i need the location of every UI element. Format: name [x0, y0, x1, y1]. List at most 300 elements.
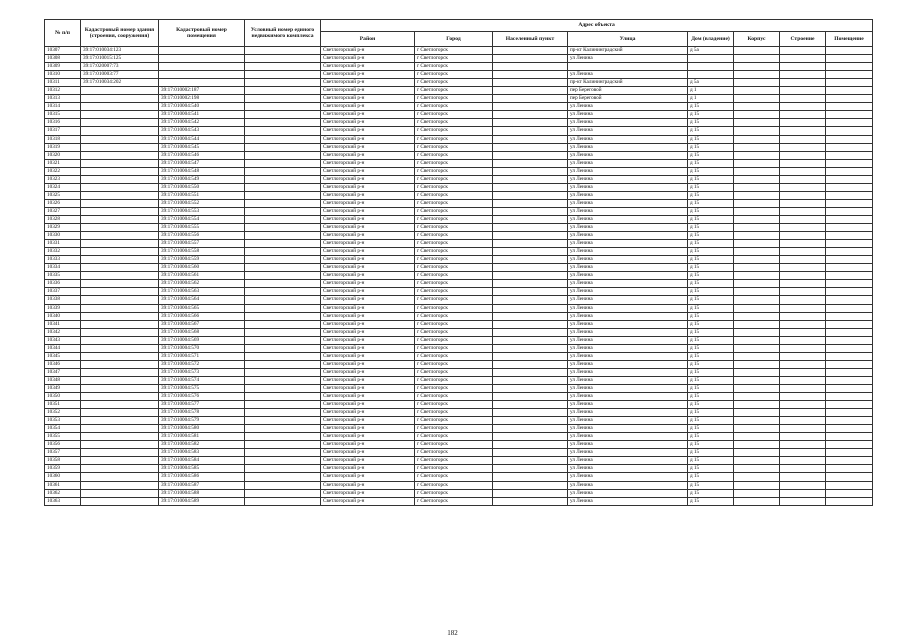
cell-cad-building — [81, 95, 159, 103]
cell-row-num: 10356 — [45, 441, 81, 449]
cell-house: д 15 — [688, 272, 734, 280]
cell-korpus — [734, 465, 780, 473]
cell-korpus — [734, 63, 780, 71]
table-row — [45, 441, 873, 449]
cell-settlement — [493, 264, 568, 272]
cell-row-num: 10331 — [45, 240, 81, 248]
cell-settlement — [493, 409, 568, 417]
cell-cond-number — [245, 207, 321, 215]
cell-room — [826, 240, 873, 248]
cell-district: Светлогорский р-н — [321, 71, 415, 79]
cell-korpus — [734, 55, 780, 63]
cell-row-num: 10336 — [45, 280, 81, 288]
cell-house: д 5а — [688, 47, 734, 55]
cell-street: ул Ленина — [568, 401, 688, 409]
cell-settlement — [493, 352, 568, 360]
cell-cad-room: 39:17:010004:567 — [159, 320, 245, 328]
cell-cad-building — [81, 376, 159, 384]
cell-korpus — [734, 497, 780, 505]
table-row — [45, 127, 873, 135]
cell-cad-building — [81, 320, 159, 328]
cell-city: г Светлогорск — [415, 352, 493, 360]
cell-district: Светлогорский р-н — [321, 481, 415, 489]
header-room: Помещение — [826, 32, 873, 47]
cell-row-num: 10341 — [45, 320, 81, 328]
cell-cad-room: 39:17:010004:555 — [159, 224, 245, 232]
table-row — [45, 248, 873, 256]
cell-korpus — [734, 111, 780, 119]
cell-cond-number — [245, 409, 321, 417]
cell-city: г Светлогорск — [415, 368, 493, 376]
cell-district: Светлогорский р-н — [321, 224, 415, 232]
cell-row-num: 10318 — [45, 135, 81, 143]
cell-korpus — [734, 489, 780, 497]
cell-cad-building — [81, 280, 159, 288]
table-row — [45, 240, 873, 248]
cell-room — [826, 328, 873, 336]
cell-city: г Светлогорск — [415, 167, 493, 175]
table-row — [45, 336, 873, 344]
cell-city: г Светлогорск — [415, 95, 493, 103]
cell-cond-number — [245, 425, 321, 433]
cell-stroenie — [780, 457, 826, 465]
cell-settlement — [493, 71, 568, 79]
cell-district: Светлогорский р-н — [321, 280, 415, 288]
cell-house: д 1 — [688, 87, 734, 95]
cell-house: д 15 — [688, 481, 734, 489]
table-row — [45, 304, 873, 312]
cell-room — [826, 87, 873, 95]
cell-cad-building — [81, 344, 159, 352]
cell-street: ул Ленина — [568, 344, 688, 352]
cell-street: пр-кт Калининградский — [568, 79, 688, 87]
cell-cond-number — [245, 47, 321, 55]
cell-district: Светлогорский р-н — [321, 256, 415, 264]
cell-cond-number — [245, 328, 321, 336]
cell-korpus — [734, 481, 780, 489]
cell-korpus — [734, 384, 780, 392]
cell-settlement — [493, 425, 568, 433]
cell-house: д 15 — [688, 135, 734, 143]
cell-row-num: 10315 — [45, 111, 81, 119]
cell-cad-room — [159, 79, 245, 87]
cell-row-num: 10339 — [45, 304, 81, 312]
cell-settlement — [493, 368, 568, 376]
cell-house: д 15 — [688, 425, 734, 433]
cell-room — [826, 457, 873, 465]
table-row — [45, 111, 873, 119]
cell-cad-building — [81, 360, 159, 368]
cell-settlement — [493, 344, 568, 352]
cell-row-num: 10317 — [45, 127, 81, 135]
cell-cad-room: 39:17:010004:579 — [159, 417, 245, 425]
cell-cad-room: 39:17:010004:584 — [159, 457, 245, 465]
cell-house: д 15 — [688, 119, 734, 127]
cell-cond-number — [245, 473, 321, 481]
cell-city: г Светлогорск — [415, 489, 493, 497]
cell-stroenie — [780, 441, 826, 449]
cell-korpus — [734, 457, 780, 465]
cell-cond-number — [245, 143, 321, 151]
cell-row-num: 10351 — [45, 401, 81, 409]
cell-street: ул Ленина — [568, 232, 688, 240]
cell-city: г Светлогорск — [415, 256, 493, 264]
cell-house — [688, 71, 734, 79]
cell-cond-number — [245, 240, 321, 248]
cell-room — [826, 368, 873, 376]
table-row — [45, 55, 873, 63]
cell-stroenie — [780, 47, 826, 55]
table-row — [45, 119, 873, 127]
cell-korpus — [734, 103, 780, 111]
cell-cad-building — [81, 497, 159, 505]
cell-row-num: 10307 — [45, 47, 81, 55]
cell-room — [826, 296, 873, 304]
cell-street: ул Ленина — [568, 191, 688, 199]
cell-cad-room: 39:17:010004:581 — [159, 433, 245, 441]
cell-house: д 15 — [688, 473, 734, 481]
cell-settlement — [493, 79, 568, 87]
cell-stroenie — [780, 199, 826, 207]
cell-cond-number — [245, 489, 321, 497]
cell-cond-number — [245, 175, 321, 183]
cell-cad-building — [81, 240, 159, 248]
cell-stroenie — [780, 368, 826, 376]
cell-house: д 15 — [688, 320, 734, 328]
header-house: Дом (владение) — [688, 32, 734, 47]
cell-cad-room: 39:17:010004:551 — [159, 191, 245, 199]
cell-stroenie — [780, 489, 826, 497]
cell-settlement — [493, 473, 568, 481]
cell-cad-room: 39:17:010004:571 — [159, 352, 245, 360]
cell-district: Светлогорский р-н — [321, 167, 415, 175]
cell-house: д 15 — [688, 441, 734, 449]
cell-cad-room: 39:17:010004:558 — [159, 248, 245, 256]
cell-street: ул Ленина — [568, 119, 688, 127]
table-row — [45, 425, 873, 433]
cell-house: д 15 — [688, 111, 734, 119]
table-row — [45, 47, 873, 55]
cell-row-num: 10357 — [45, 449, 81, 457]
cell-cond-number — [245, 159, 321, 167]
cell-city: г Светлогорск — [415, 393, 493, 401]
table-row — [45, 409, 873, 417]
cell-district: Светлогорский р-н — [321, 465, 415, 473]
cell-cond-number — [245, 304, 321, 312]
cell-cond-number — [245, 55, 321, 63]
cell-cond-number — [245, 336, 321, 344]
cell-street: пр-кт Калининградский — [568, 47, 688, 55]
cell-row-num: 10312 — [45, 87, 81, 95]
cell-stroenie — [780, 497, 826, 505]
header-district: Район — [321, 32, 415, 47]
cell-house: д 15 — [688, 336, 734, 344]
cell-row-num: 10340 — [45, 312, 81, 320]
cell-korpus — [734, 87, 780, 95]
cell-row-num: 10347 — [45, 368, 81, 376]
table-row — [45, 143, 873, 151]
table-row — [45, 215, 873, 223]
cell-city: г Светлогорск — [415, 272, 493, 280]
cell-settlement — [493, 119, 568, 127]
cell-house: д 15 — [688, 312, 734, 320]
cell-row-num: 10361 — [45, 481, 81, 489]
cell-cad-building: 39:17:010034:123 — [81, 47, 159, 55]
cell-city: г Светлогорск — [415, 328, 493, 336]
cell-settlement — [493, 272, 568, 280]
header-settlement: Населенный пункт — [493, 32, 568, 47]
cell-house: д 15 — [688, 393, 734, 401]
cell-stroenie — [780, 103, 826, 111]
cell-stroenie — [780, 256, 826, 264]
cell-cad-room: 39:17:010004:541 — [159, 111, 245, 119]
cell-street: ул Ленина — [568, 489, 688, 497]
table-row — [45, 288, 873, 296]
cell-row-num: 10344 — [45, 344, 81, 352]
cell-street: ул Ленина — [568, 215, 688, 223]
cell-street: ул Ленина — [568, 127, 688, 135]
cell-city: г Светлогорск — [415, 320, 493, 328]
cell-room — [826, 183, 873, 191]
cell-row-num: 10310 — [45, 71, 81, 79]
cell-cad-building — [81, 465, 159, 473]
cell-room — [826, 360, 873, 368]
cell-korpus — [734, 360, 780, 368]
cell-street: ул Ленина — [568, 409, 688, 417]
table-row — [45, 296, 873, 304]
cell-cad-room: 39:17:010004:570 — [159, 344, 245, 352]
cell-stroenie — [780, 272, 826, 280]
cell-korpus — [734, 167, 780, 175]
cell-cond-number — [245, 215, 321, 223]
cell-korpus — [734, 232, 780, 240]
cell-district: Светлогорский р-н — [321, 336, 415, 344]
cell-cond-number — [245, 71, 321, 79]
cell-cond-number — [245, 191, 321, 199]
cell-city: г Светлогорск — [415, 183, 493, 191]
cell-room — [826, 280, 873, 288]
table-row — [45, 183, 873, 191]
cell-street: ул Ленина — [568, 224, 688, 232]
cell-stroenie — [780, 481, 826, 489]
cell-cad-building — [81, 215, 159, 223]
cell-korpus — [734, 409, 780, 417]
table-row — [45, 352, 873, 360]
cell-room — [826, 159, 873, 167]
cell-stroenie — [780, 417, 826, 425]
cell-settlement — [493, 215, 568, 223]
cell-settlement — [493, 183, 568, 191]
cell-stroenie — [780, 352, 826, 360]
cell-city: г Светлогорск — [415, 151, 493, 159]
cell-cad-room: 39:17:010004:589 — [159, 497, 245, 505]
cell-settlement — [493, 207, 568, 215]
cell-district: Светлогорский р-н — [321, 248, 415, 256]
cell-cad-building — [81, 111, 159, 119]
cell-district: Светлогорский р-н — [321, 143, 415, 151]
table-row — [45, 280, 873, 288]
cell-street: ул Ленина — [568, 328, 688, 336]
cell-room — [826, 55, 873, 63]
cell-korpus — [734, 272, 780, 280]
table-row — [45, 175, 873, 183]
cell-stroenie — [780, 63, 826, 71]
cell-house: д 15 — [688, 433, 734, 441]
cell-cad-room: 39:17:010004:554 — [159, 215, 245, 223]
cell-cad-building — [81, 352, 159, 360]
cell-cad-building — [81, 312, 159, 320]
table-row — [45, 344, 873, 352]
cell-settlement — [493, 159, 568, 167]
cell-settlement — [493, 320, 568, 328]
cell-city: г Светлогорск — [415, 280, 493, 288]
cell-district: Светлогорский р-н — [321, 199, 415, 207]
cell-stroenie — [780, 328, 826, 336]
cell-korpus — [734, 344, 780, 352]
cell-stroenie — [780, 409, 826, 417]
cell-city: г Светлогорск — [415, 457, 493, 465]
cell-city: г Светлогорск — [415, 103, 493, 111]
cell-city: г Светлогорск — [415, 449, 493, 457]
cell-settlement — [493, 304, 568, 312]
cell-district: Светлогорский р-н — [321, 232, 415, 240]
cell-cad-building — [81, 481, 159, 489]
cell-row-num: 10363 — [45, 497, 81, 505]
cell-cad-building — [81, 433, 159, 441]
cell-row-num: 10313 — [45, 95, 81, 103]
cell-street: ул Ленина — [568, 473, 688, 481]
cell-cad-building — [81, 384, 159, 392]
cell-district: Светлогорский р-н — [321, 401, 415, 409]
cell-settlement — [493, 232, 568, 240]
cell-city: г Светлогорск — [415, 481, 493, 489]
cell-street: ул Ленина — [568, 336, 688, 344]
cell-settlement — [493, 63, 568, 71]
cell-row-num: 10332 — [45, 248, 81, 256]
cell-cad-building: 39:17:010003:77 — [81, 71, 159, 79]
cell-settlement — [493, 167, 568, 175]
cell-stroenie — [780, 55, 826, 63]
cell-stroenie — [780, 425, 826, 433]
cell-settlement — [493, 489, 568, 497]
cell-cad-room: 39:17:010004:559 — [159, 256, 245, 264]
cell-settlement — [493, 175, 568, 183]
cell-cad-room: 39:17:010004:556 — [159, 232, 245, 240]
cell-city: г Светлогорск — [415, 312, 493, 320]
cell-city: г Светлогорск — [415, 119, 493, 127]
table-row — [45, 272, 873, 280]
cell-row-num: 10325 — [45, 191, 81, 199]
cell-stroenie — [780, 465, 826, 473]
cell-district: Светлогорский р-н — [321, 191, 415, 199]
cell-cad-room: 39:17:010004:573 — [159, 368, 245, 376]
cell-city: г Светлогорск — [415, 433, 493, 441]
cell-row-num: 10335 — [45, 272, 81, 280]
cell-settlement — [493, 288, 568, 296]
table-row — [45, 497, 873, 505]
header-stroenie: Строение — [780, 32, 826, 47]
cell-city: г Светлогорск — [415, 175, 493, 183]
cell-cad-room: 39:17:010004:572 — [159, 360, 245, 368]
cell-korpus — [734, 215, 780, 223]
cell-house: д 15 — [688, 360, 734, 368]
header-korpus: Корпус — [734, 32, 780, 47]
cell-house: д 15 — [688, 175, 734, 183]
cell-cond-number — [245, 393, 321, 401]
cell-row-num: 10343 — [45, 336, 81, 344]
cell-settlement — [493, 151, 568, 159]
cell-cad-building: 39:17:010034:202 — [81, 79, 159, 87]
cell-street: ул Ленина — [568, 352, 688, 360]
cell-settlement — [493, 384, 568, 392]
cell-city: г Светлогорск — [415, 232, 493, 240]
cell-cond-number — [245, 103, 321, 111]
cell-cond-number — [245, 368, 321, 376]
cell-settlement — [493, 481, 568, 489]
cell-stroenie — [780, 288, 826, 296]
cell-house: д 15 — [688, 409, 734, 417]
cell-room — [826, 473, 873, 481]
cell-korpus — [734, 256, 780, 264]
cell-row-num: 10311 — [45, 79, 81, 87]
cell-cond-number — [245, 232, 321, 240]
cell-cad-building — [81, 328, 159, 336]
cell-korpus — [734, 473, 780, 481]
cell-street: ул Ленина — [568, 143, 688, 151]
cell-settlement — [493, 191, 568, 199]
cell-room — [826, 449, 873, 457]
cell-korpus — [734, 224, 780, 232]
cell-cond-number — [245, 497, 321, 505]
cell-row-num: 10324 — [45, 183, 81, 191]
cell-korpus — [734, 417, 780, 425]
cell-cond-number — [245, 135, 321, 143]
cell-street: пер Береговой — [568, 95, 688, 103]
cell-cad-room — [159, 47, 245, 55]
cell-district: Светлогорский р-н — [321, 328, 415, 336]
cell-cad-room: 39:17:010004:574 — [159, 376, 245, 384]
cell-city: г Светлогорск — [415, 441, 493, 449]
cell-cad-room: 39:17:010004:587 — [159, 481, 245, 489]
cell-city: г Светлогорск — [415, 47, 493, 55]
table-row — [45, 159, 873, 167]
cell-stroenie — [780, 111, 826, 119]
cell-district: Светлогорский р-н — [321, 312, 415, 320]
cell-room — [826, 207, 873, 215]
table-row — [45, 384, 873, 392]
cell-room — [826, 288, 873, 296]
table-row — [45, 207, 873, 215]
cell-street: ул Ленина — [568, 360, 688, 368]
cell-cad-building — [81, 368, 159, 376]
cell-settlement — [493, 103, 568, 111]
cell-row-num: 10360 — [45, 473, 81, 481]
cell-korpus — [734, 352, 780, 360]
table-row — [45, 465, 873, 473]
cell-street: ул Ленина — [568, 240, 688, 248]
cell-district: Светлогорский р-н — [321, 47, 415, 55]
cell-row-num: 10308 — [45, 55, 81, 63]
cell-cond-number — [245, 320, 321, 328]
cell-korpus — [734, 240, 780, 248]
cell-room — [826, 344, 873, 352]
cell-street: ул Ленина — [568, 256, 688, 264]
cell-row-num: 10345 — [45, 352, 81, 360]
cell-cond-number — [245, 441, 321, 449]
cell-korpus — [734, 312, 780, 320]
cell-row-num: 10326 — [45, 199, 81, 207]
cell-cad-building — [81, 175, 159, 183]
